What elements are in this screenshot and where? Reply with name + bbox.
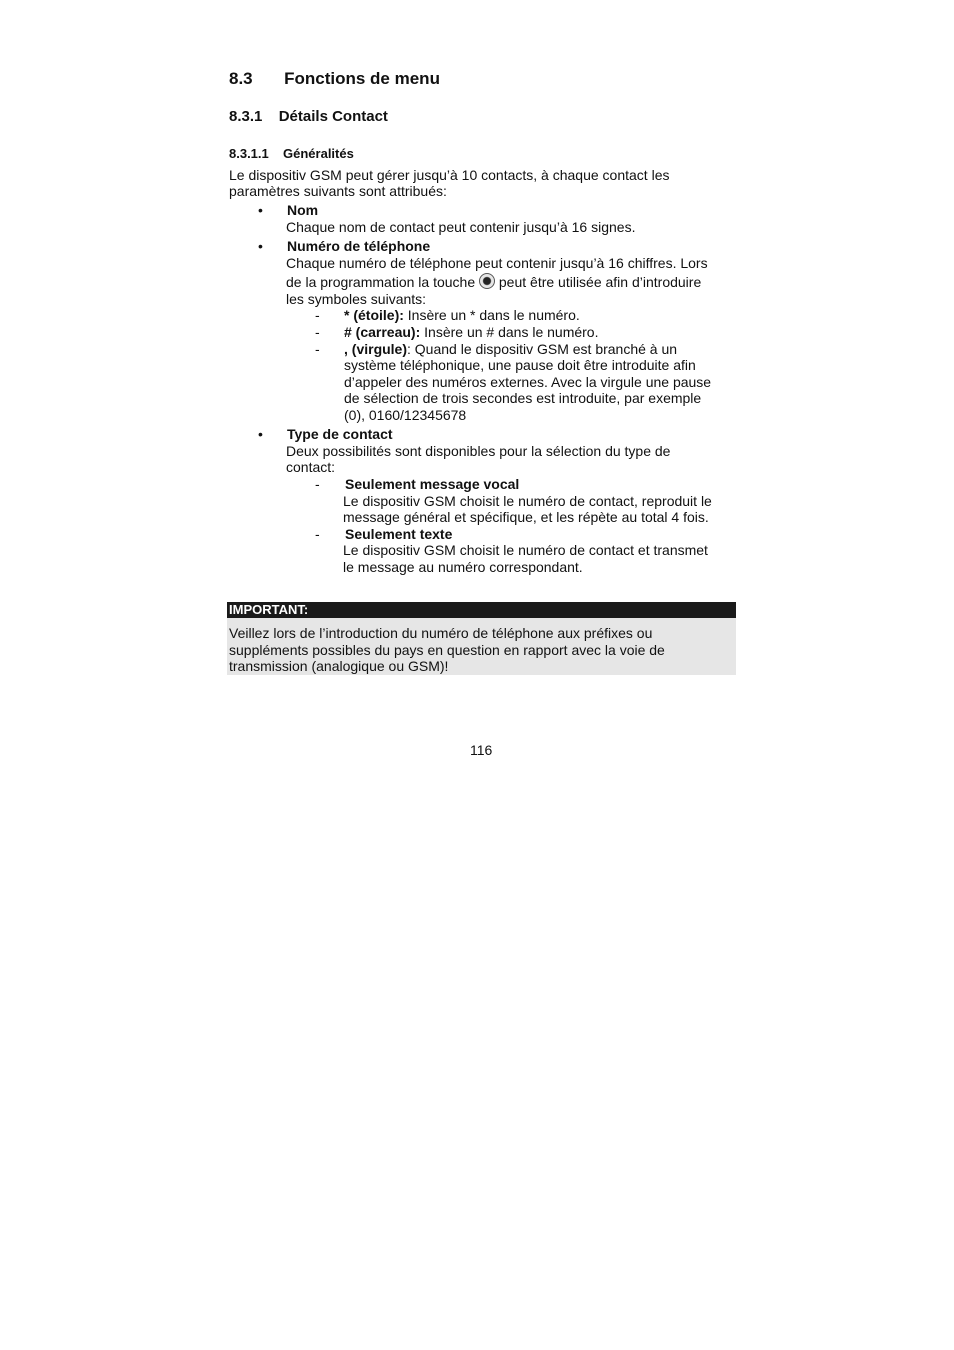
option-texte-line-1: Le dispositiv GSM choisit le numéro de contact et transmet: [343, 542, 708, 558]
nom-text: Chaque nom de contact peut contenir jusqu’à 16 signes.: [286, 219, 636, 235]
bullet-type: •: [258, 426, 263, 442]
intro-line-2: paramètres suivants sont attribués:: [229, 183, 447, 199]
virgule-line-2: système téléphonique, une pause doit être introduite afin: [344, 357, 696, 373]
tel-line-3: les symboles suivants:: [286, 291, 427, 307]
important-line-1: Veillez lors de l’introduction du numéro de téléphone aux préfixes ou: [229, 625, 653, 641]
subsection-number: 8.3.1: [229, 108, 263, 125]
option-texte-label: Seulement texte: [345, 526, 453, 542]
item-etoile: [344, 307, 580, 324]
option-texte-line-2: le message au numéro correspondant.: [343, 559, 583, 575]
tel-line-2: [286, 273, 701, 291]
item-virgule-label: , (virgule): [344, 341, 408, 357]
nom-label: Nom: [287, 202, 319, 218]
tel-label: Numéro de téléphone: [287, 238, 431, 254]
item-virgule: [344, 341, 677, 358]
subsubsection-title: Généralités: [283, 146, 354, 161]
important-box: [227, 618, 736, 675]
subsubsection-heading: [229, 146, 354, 161]
option-vocal-label: Seulement message vocal: [345, 476, 520, 492]
type-label: Type de contact: [287, 426, 393, 442]
option-vocal-line-2: message général et spécifique, et les répète au total 4 fois.: [343, 509, 709, 525]
important-heading: IMPORTANT:: [227, 602, 736, 618]
option-vocal-line-1: Le dispositiv GSM choisit le numéro de contact, reproduit le: [343, 493, 712, 509]
item-carreau-text: Insère un # dans le numéro.: [420, 324, 599, 340]
bullet-tel: •: [258, 238, 263, 254]
dash-etoile: -: [315, 307, 320, 323]
tel-line-1: Chaque numéro de téléphone peut contenir jusqu’à 16 chiffres. Lors: [286, 255, 708, 271]
dash-virgule: -: [315, 341, 320, 357]
subsection-heading: [229, 108, 388, 125]
important-line-3: transmission (analogique ou GSM)!: [229, 658, 449, 674]
section-title: Fonctions de menu: [284, 69, 440, 88]
virgule-line-5: (0), 0160/12345678: [344, 407, 467, 423]
item-etoile-text: Insère un * dans le numéro.: [403, 307, 580, 323]
navigation-key-icon: [479, 273, 495, 289]
tel-line-2b: peut être utilisée afin d’introduire: [498, 274, 702, 290]
intro-line-1: Le dispositiv GSM peut gérer jusqu’à 10 contacts, à chaque contact les: [229, 167, 670, 183]
important-line-2: suppléments possibles du pays en question en rapport avec la voie de: [229, 641, 665, 658]
item-etoile-label: * (étoile):: [344, 307, 404, 323]
dash-vocal: -: [315, 476, 320, 492]
item-carreau-label: # (carreau):: [344, 324, 421, 340]
dash-texte: -: [315, 526, 320, 542]
subsection-title: Détails Contact: [278, 108, 388, 125]
section-number: 8.3: [229, 69, 253, 88]
type-line-2: contact:: [286, 459, 336, 475]
important-text: [229, 625, 729, 675]
virgule-line-4: de sélection de trois secondes est introduite, par exemple: [344, 390, 702, 406]
item-carreau: [344, 324, 599, 341]
type-line-1: Deux possibilités sont disponibles pour la sélection du type de: [286, 443, 671, 459]
tel-line-2a: de la programmation la touche: [286, 274, 476, 290]
virgule-line-3: d’appeler des numéros externes. Avec la virgule une pause: [344, 374, 712, 390]
section-heading: [229, 69, 440, 89]
bullet-nom: •: [258, 202, 263, 218]
subsubsection-number: 8.3.1.1: [229, 146, 269, 161]
page-number: 116: [470, 742, 493, 758]
dash-carreau: -: [315, 324, 320, 340]
item-virgule-text: : Quand le dispositiv GSM est branché à un: [407, 341, 678, 357]
